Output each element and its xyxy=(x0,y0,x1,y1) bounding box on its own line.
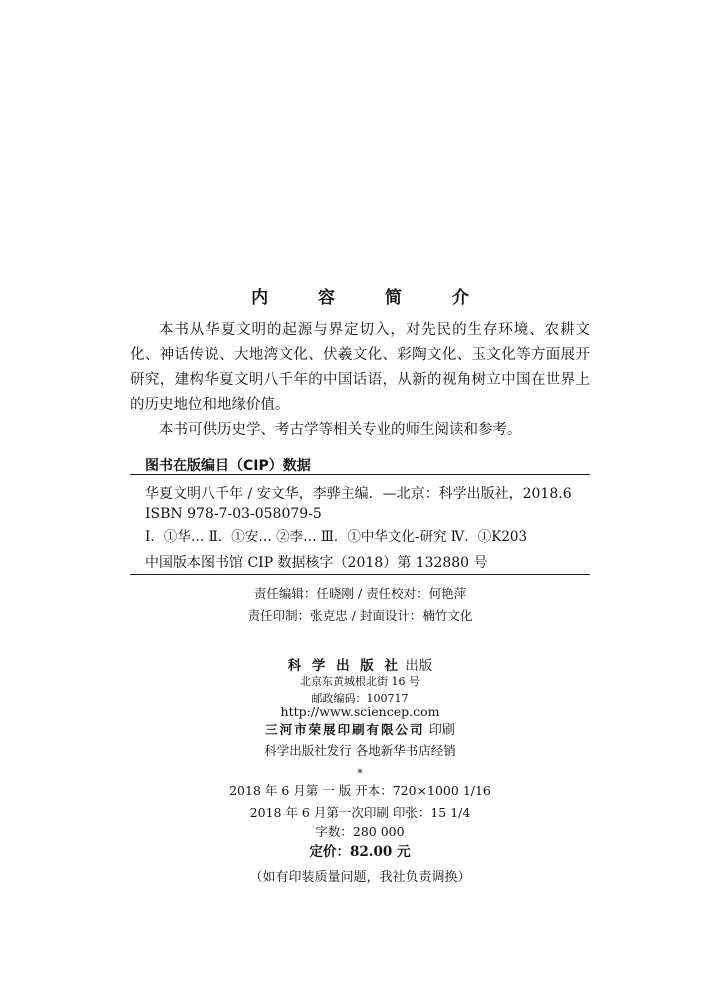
cip-record-line: 中国版本图书馆 CIP 数据核字（2018）第 132880 号 xyxy=(145,555,488,571)
printer-line xyxy=(0,719,720,738)
cip-isbn-line: ISBN 978-7-03-058079-5 xyxy=(145,506,322,522)
word-count: 字数：280 000 xyxy=(315,824,405,839)
synopsis-text-1: 本书从华夏文明的起源与界定切入，对先民的生存环境、农耕文化、神话传说、大地湾文化、伏羲文化、彩陶文化、玉文化等方面展开研究，建构华夏文明八千年的中国话语，从新的视角树立中国在世界上的历史地位和地缘价值。 xyxy=(130,322,590,413)
publisher-line xyxy=(0,654,720,674)
website-url: http://www.sciencep.com xyxy=(280,704,440,719)
quality-notice: （如有印装质量问题，我社负责调换） xyxy=(249,870,471,885)
postcode: 邮政编码：100717 xyxy=(311,692,409,705)
edition-line: 2018 年 6 月第 一 版 开本：720×1000 1/16 xyxy=(229,783,491,798)
printer-suffix: 印刷 xyxy=(428,723,455,738)
editor-credits: 责任编辑：任晓刚 / 责任校对：何艳萍 xyxy=(253,586,467,601)
publisher-suffix: 出版 xyxy=(405,658,433,674)
cip-bottom-rule xyxy=(130,574,590,575)
printer-name: 三河市荣展印刷有限公司 xyxy=(265,722,425,737)
cip-classification-line: Ⅰ．①华… Ⅱ．①安… ②李… Ⅲ．①中华文化-研究 Ⅳ．①K203 xyxy=(145,529,528,545)
price: 定价：82.00 元 xyxy=(309,844,411,860)
synopsis-paragraph xyxy=(130,318,590,443)
synopsis-text-2: 本书可供历史学、考古学等相关专业的师生阅读和参考。 xyxy=(159,422,522,438)
printing-credits: 责任印制：张克忠 / 封面设计：楠竹文化 xyxy=(247,608,473,623)
synopsis-title: 内 容 简 介 xyxy=(251,288,491,308)
printing-line: 2018 年 6 月第一次印刷 印张：15 1/4 xyxy=(249,805,471,820)
separator-star: * xyxy=(357,767,363,780)
publisher-name: 科 学 出 版 社 xyxy=(287,658,401,674)
publisher-address: 北京东黄城根北街 16 号 xyxy=(300,675,420,688)
cip-top-rule xyxy=(130,474,590,475)
cip-heading: 图书在版编目（CIP）数据 xyxy=(145,458,311,474)
distribution-line: 科学出版社发行 各地新华书店经销 xyxy=(264,743,456,758)
cip-title-line: 华夏文明八千年 / 安文华，李骅主编．—北京：科学出版社，2018.6 xyxy=(145,486,572,502)
